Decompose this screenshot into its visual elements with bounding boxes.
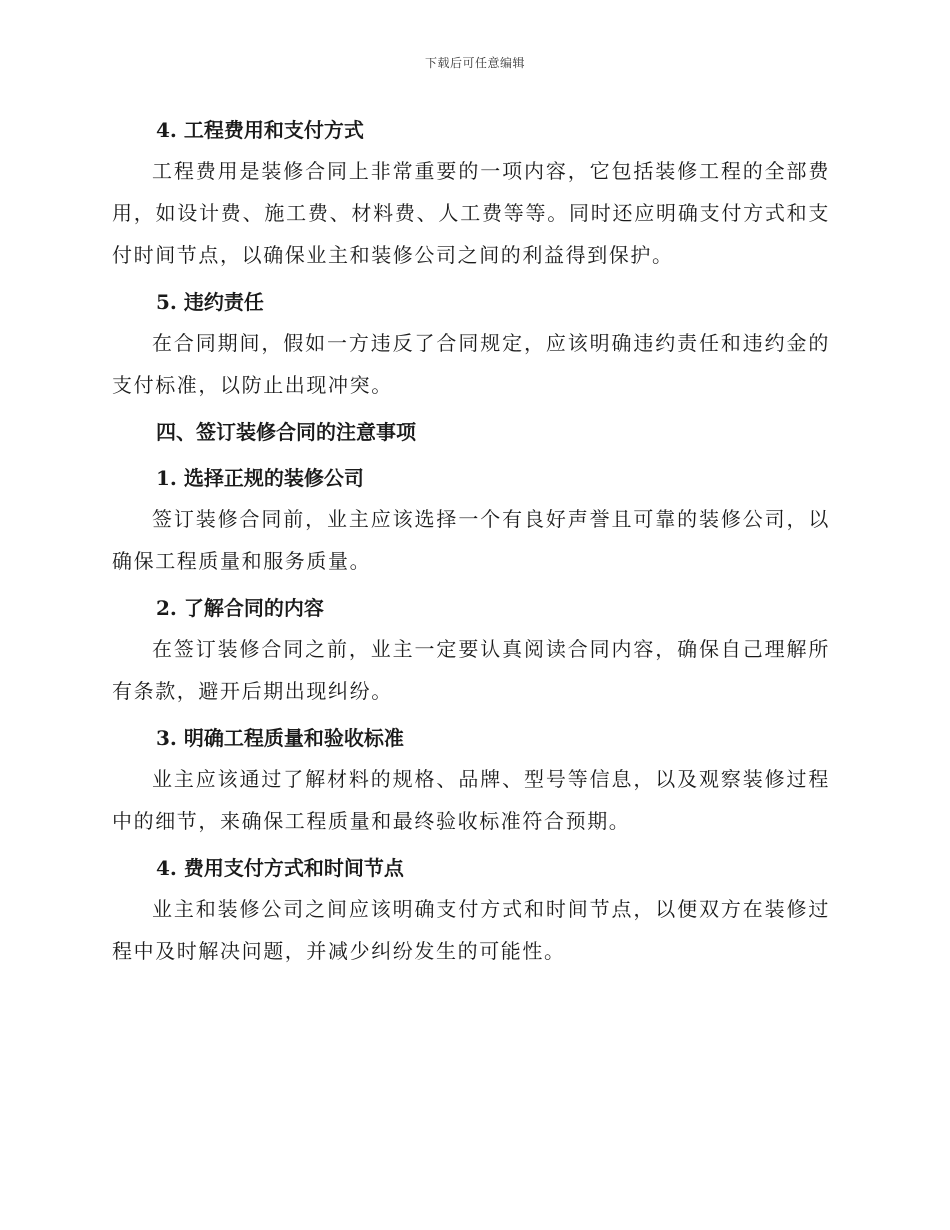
header-note: 下载后可任意编辑 [424, 56, 525, 70]
section-heading-quality-standard: 3. 明确工程质量和验收标准 [156, 726, 404, 750]
section-heading-breach: 5. 违约责任 [156, 290, 264, 314]
paragraph-choose-company: 签订装修合同前，业主应该选择一个有良好声誉且可靠的装修公司，以确保工程质量和服务质量。 [112, 507, 830, 573]
chapter-heading-precautions: 四、签订装修合同的注意事项 [156, 420, 416, 444]
section-heading-fee-payment: 4. 工程费用和支付方式 [156, 118, 364, 142]
paragraph-understand-contract: 在签订装修合同之前，业主一定要认真阅读合同内容，确保自己理解所有条款，避开后期出现纠纷。 [112, 637, 830, 703]
paragraph-breach: 在合同期间，假如一方违反了合同规定，应该明确违约责任和违约金的支付标准，以防止出现冲突。 [112, 331, 830, 397]
paragraph-quality-standard: 业主应该通过了解材料的规格、品牌、型号等信息，以及观察装修过程中的细节，来确保工程质量和最终验收标准符合预期。 [112, 767, 830, 833]
document-body [112, 110, 830, 978]
section-heading-payment-timeline: 4. 费用支付方式和时间节点 [156, 856, 404, 880]
section-heading-understand-contract: 2. 了解合同的内容 [156, 596, 324, 620]
paragraph-fee-payment: 工程费用是装修合同上非常重要的一项内容，它包括装修工程的全部费用，如设计费、施工费、材料费、人工费等等。同时还应明确支付方式和支付时间节点，以确保业主和装修公司之间的利益得到保护。 [112, 159, 830, 267]
section-heading-choose-company: 1. 选择正规的装修公司 [156, 466, 364, 490]
paragraph-payment-timeline: 业主和装修公司之间应该明确支付方式和时间节点，以便双方在装修过程中及时解决问题，并减少纠纷发生的可能性。 [112, 897, 830, 963]
